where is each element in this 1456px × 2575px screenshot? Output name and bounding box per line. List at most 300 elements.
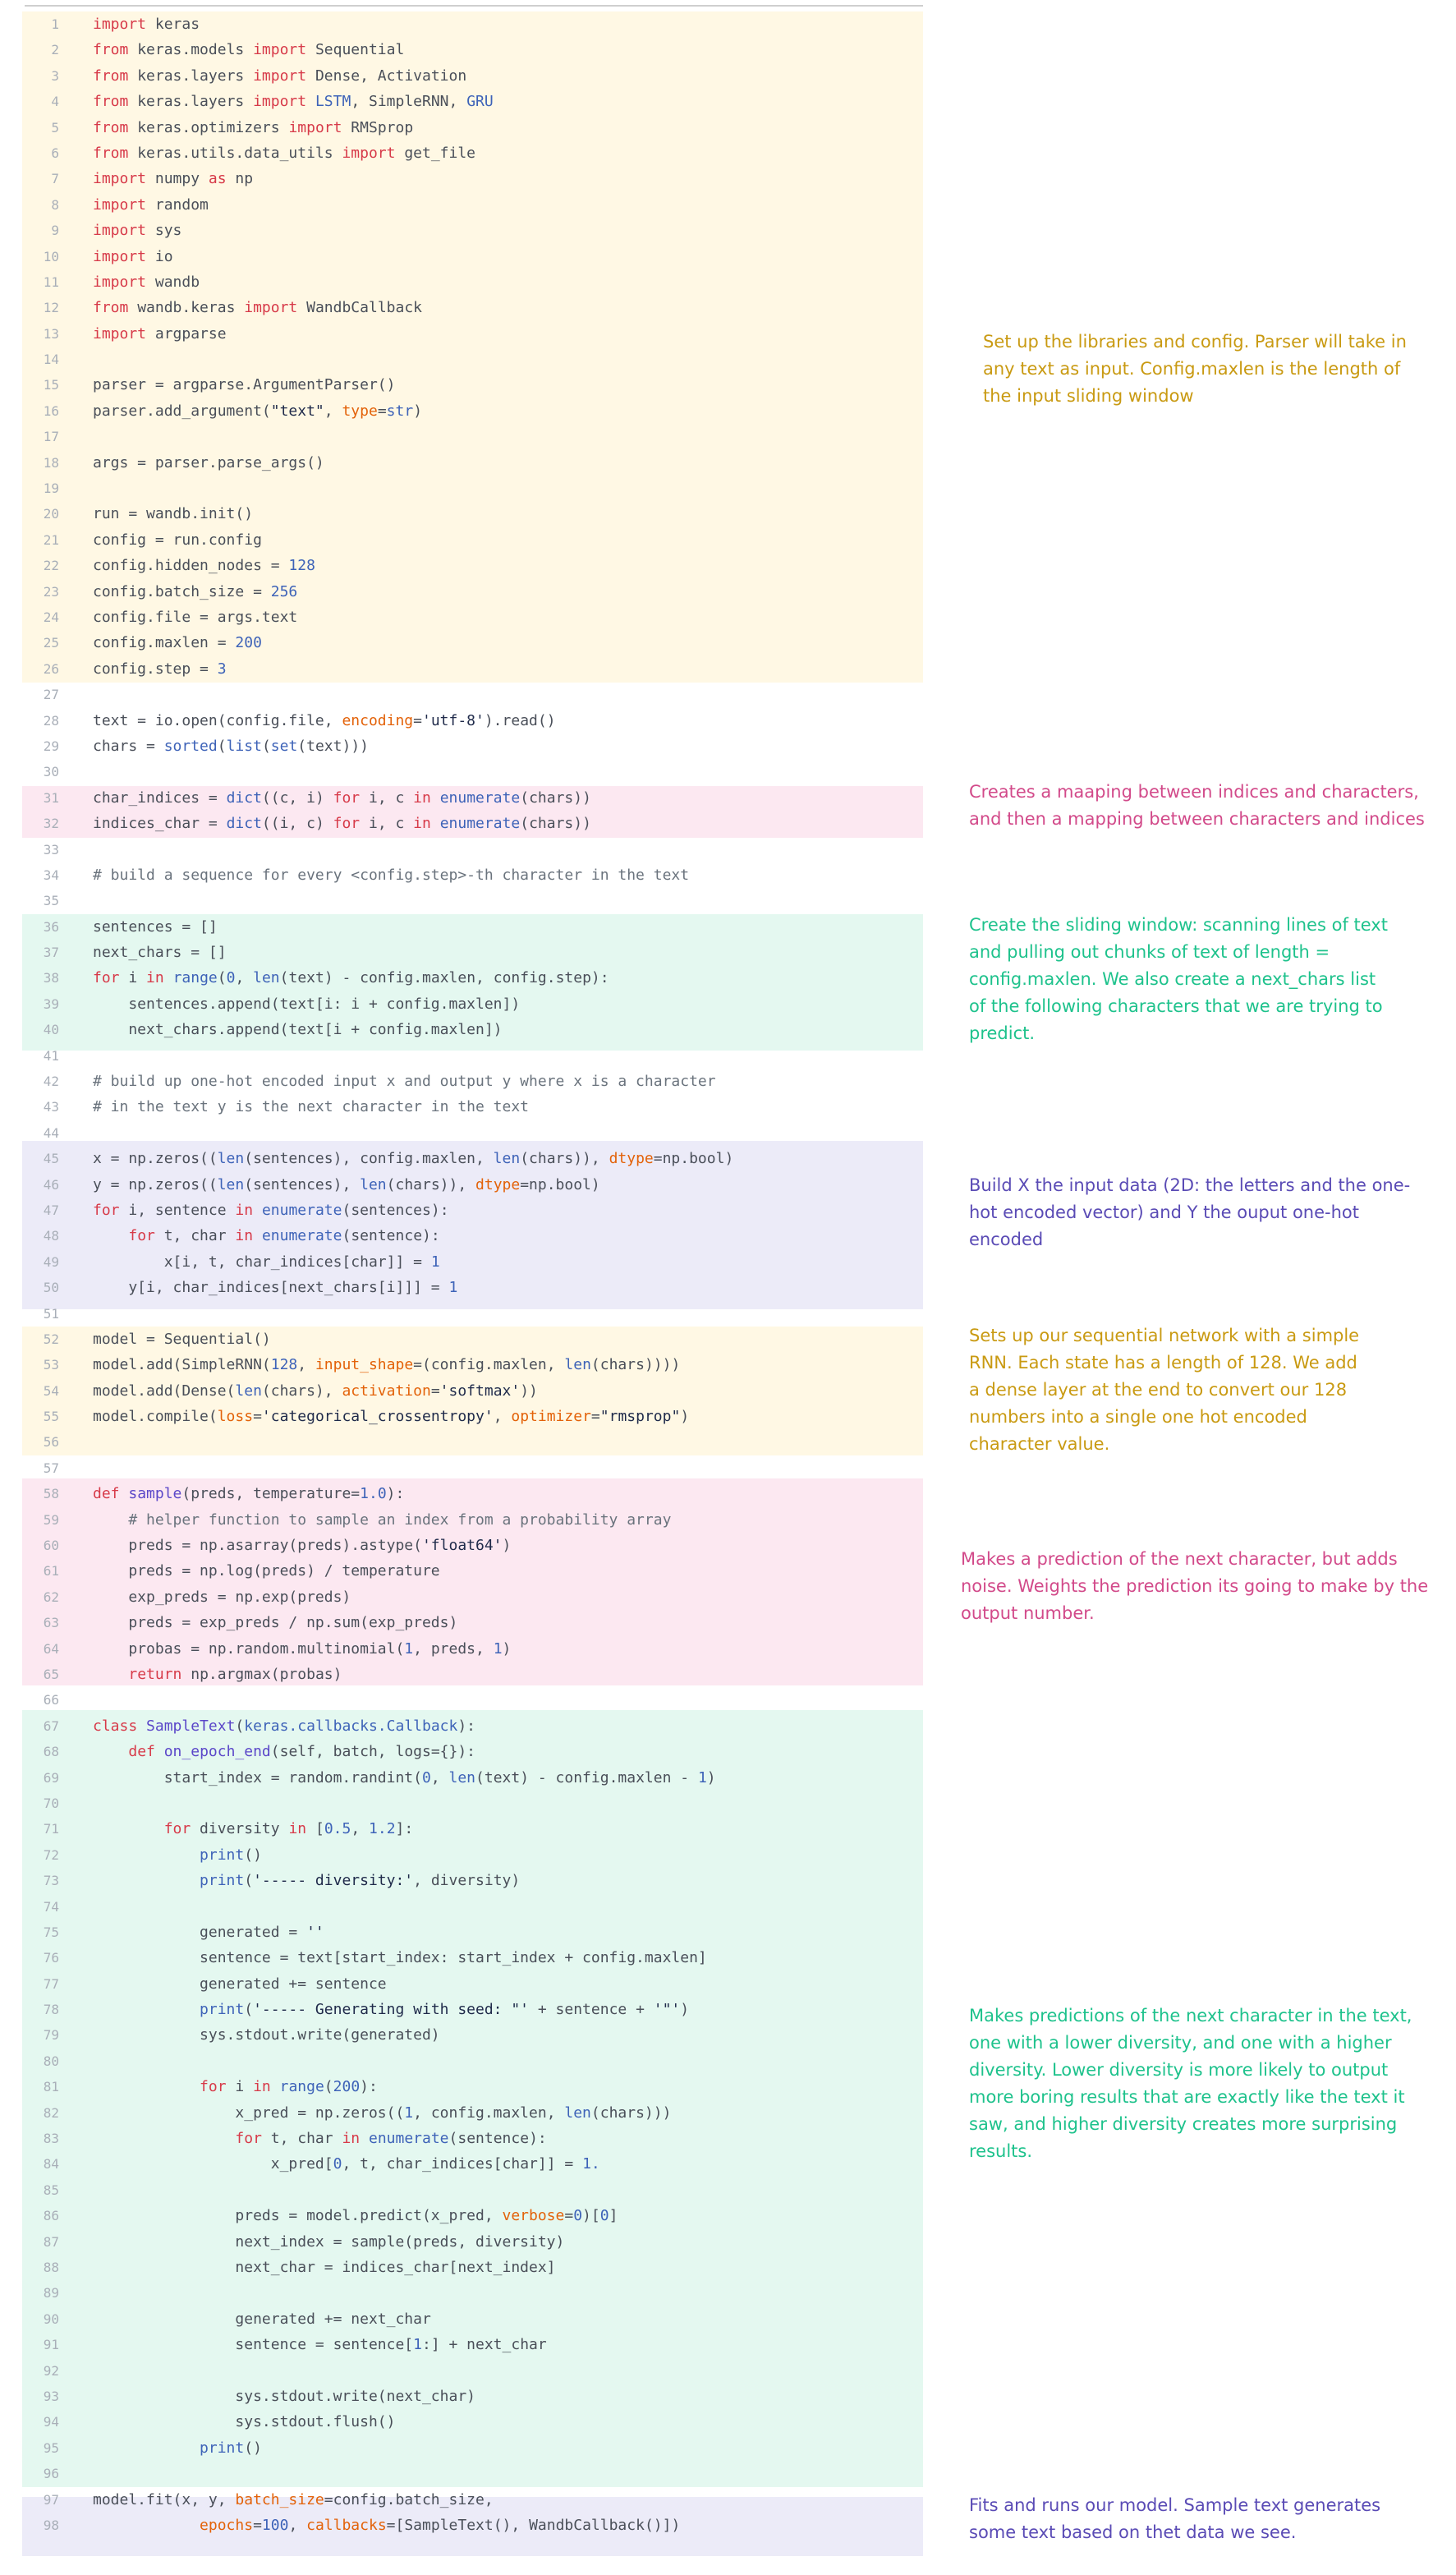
code-token: wandb: [146, 273, 200, 291]
line-number: 86: [43, 2208, 59, 2224]
code-text: [93, 63, 466, 89]
code-token: next_char = indices_char[next_index]: [93, 2258, 556, 2276]
code-text: [93, 2022, 440, 2048]
code-line: [0, 424, 928, 449]
code-token: 'float64': [421, 1537, 503, 1555]
line-number: 16: [43, 402, 59, 419]
code-token: 128: [288, 557, 315, 575]
code-line: [0, 2409, 928, 2435]
code-token: args = parser.parse_args(): [93, 453, 324, 471]
line-number: 34: [43, 867, 59, 883]
code-token: )[: [582, 2207, 600, 2225]
code-token: text = io.open(config.file,: [93, 711, 342, 729]
code-token: keras.utils.data_utils: [128, 144, 342, 162]
code-token: in: [288, 1820, 307, 1838]
code-token: (): [244, 2439, 262, 2457]
code-token: , SimpleRNN,: [351, 93, 467, 111]
code-token: (: [261, 737, 271, 755]
code-line: [0, 1920, 928, 1945]
code-token: , preds,: [413, 1639, 494, 1658]
line-number: 95: [43, 2439, 59, 2456]
line-number: 36: [43, 918, 59, 935]
code-token: ((c, i): [261, 789, 333, 807]
code-token: ): [706, 1768, 716, 1786]
code-token: (): [244, 1846, 262, 1864]
code-line: [0, 888, 928, 913]
annotation-sample: Makes a prediction of the next character, but adds noise. Weights the prediction its going to make by the output number.: [961, 1549, 1429, 1623]
code-token: 1: [697, 1768, 707, 1786]
code-token: range: [172, 969, 218, 987]
code-text: [93, 115, 413, 140]
line-number: 27: [43, 687, 59, 703]
code-token: (: [217, 969, 227, 987]
code-token: parser = argparse.ArgumentParser(): [93, 376, 396, 394]
code-token: class: [93, 1717, 138, 1735]
code-token: [253, 1227, 262, 1244]
code-token: [360, 2130, 369, 2147]
code-line: [0, 2461, 928, 2486]
code-token: (chars),: [261, 1382, 342, 1400]
code-line: [0, 2487, 928, 2513]
code-token: =: [413, 711, 422, 729]
code-token: sys.stdout.write(generated): [93, 2026, 440, 2044]
code-token: generated += sentence: [93, 1975, 387, 1993]
code-token: 1: [413, 2336, 422, 2354]
code-token: next_chars = []: [93, 944, 227, 962]
code-text: [93, 708, 556, 733]
code-token: ): [502, 1537, 512, 1555]
code-token: [120, 1485, 129, 1502]
line-number: 83: [43, 2131, 59, 2147]
code-token: import: [93, 273, 147, 291]
code-text: [93, 2255, 556, 2280]
code-line: [0, 1765, 928, 1791]
code-token: len: [448, 1768, 476, 1786]
code-text: [93, 656, 227, 682]
code-line: [0, 579, 928, 605]
code-line: [0, 682, 928, 707]
line-number: 76: [43, 1950, 59, 1966]
line-number: 50: [43, 1280, 59, 1296]
code-line: [0, 37, 928, 62]
line-number: 70: [43, 1795, 59, 1811]
code-text: [93, 1172, 600, 1198]
code-line: [0, 1842, 928, 1868]
line-number: 21: [43, 531, 59, 548]
code-token: '----- Generating with seed: "': [253, 2001, 530, 2019]
code-text: [93, 1017, 503, 1042]
code-token: start_index = random.randint(: [93, 1768, 422, 1786]
code-token: "text": [270, 402, 324, 420]
line-number: 4: [51, 94, 59, 110]
code-token: [93, 1846, 200, 1864]
code-token: indices_char =: [93, 815, 227, 833]
code-token: argparse: [146, 324, 227, 343]
code-text: [93, 1997, 689, 2022]
code-token: from: [93, 93, 129, 111]
annotation-sample-text: Makes predictions of the next character in the text, one with a lower diversity, and one with a higher diversity. Lower diversity is more likely to output more boring results that are exactly like the text it saw, and higher diversity creates more surprising results.: [969, 2006, 1412, 2161]
code-token: np: [226, 170, 254, 188]
code-token: ,: [493, 1408, 512, 1426]
code-text: [93, 2074, 378, 2099]
code-token: [93, 2130, 235, 2147]
line-number: 13: [43, 325, 59, 342]
line-number: 38: [43, 970, 59, 986]
code-line: [0, 1120, 928, 1146]
code-token: =np.bool): [520, 1175, 600, 1193]
code-token: RMSprop: [342, 118, 414, 136]
code-text: [93, 37, 404, 62]
code-line: [0, 811, 928, 836]
code-text: [93, 1327, 271, 1352]
code-token: =: [377, 402, 387, 420]
code-line: [0, 1687, 928, 1713]
code-line: [0, 2151, 928, 2177]
code-text: [93, 1739, 475, 1764]
line-number: 7: [51, 171, 59, 187]
code-token: numpy: [146, 170, 209, 188]
line-number: 42: [43, 1074, 59, 1090]
line-number: 62: [43, 1589, 59, 1605]
code-token: , diversity): [413, 1872, 521, 1890]
code-line: [0, 2358, 928, 2384]
code-token: "rmsprop": [599, 1408, 681, 1426]
code-text: [93, 1971, 387, 1997]
line-number: 41: [43, 1047, 59, 1064]
code-line: [0, 347, 928, 372]
code-line: [0, 1429, 928, 1455]
code-text: [93, 1249, 440, 1275]
code-token: len: [217, 1150, 245, 1168]
code-token: [93, 1743, 128, 1760]
code-line: [0, 1713, 928, 1739]
annotation-model: Sets up our sequential network with a simple RNN. Each state has a length of 128. We add a dense layer at the end to convert our 128 numbers into a single one hot encoded character value.: [969, 1326, 1360, 1454]
code-token: [93, 1227, 128, 1244]
code-text: [93, 218, 181, 243]
code-token: :] + next_char: [421, 2336, 547, 2354]
code-token: epochs: [200, 2516, 254, 2534]
code-line: [0, 1378, 928, 1404]
line-number: 29: [43, 738, 59, 754]
code-token: np.argmax(probas): [181, 1666, 342, 1683]
code-token: import: [93, 324, 147, 343]
line-number: 19: [43, 481, 59, 497]
code-token: sample: [128, 1485, 182, 1503]
code-line: [0, 940, 928, 965]
code-line: [0, 1352, 928, 1377]
code-text: [93, 2384, 475, 2409]
code-line: [0, 708, 928, 733]
code-token: config.file = args.text: [93, 608, 298, 626]
line-number: 11: [43, 274, 59, 290]
code-text: [93, 1713, 475, 1739]
code-token: ): [502, 1639, 512, 1658]
code-token: 1.: [582, 2155, 600, 2173]
code-token: [155, 1743, 164, 1760]
line-number: 24: [43, 609, 59, 625]
code-token: 256: [270, 582, 298, 600]
code-token: in: [235, 1227, 254, 1245]
code-token: 0: [573, 2207, 583, 2225]
code-line: [0, 1172, 928, 1198]
line-number: 17: [43, 429, 59, 445]
line-number: 89: [43, 2285, 59, 2301]
code-token: 1: [404, 1639, 414, 1658]
code-text: [93, 1146, 733, 1171]
line-number: 43: [43, 1099, 59, 1115]
code-token: [137, 1717, 146, 1735]
line-number: 84: [43, 2156, 59, 2173]
code-token: set: [270, 737, 298, 755]
code-token: enumerate: [261, 1201, 342, 1219]
code-token: [164, 969, 173, 986]
line-number: 39: [43, 996, 59, 1012]
code-text: [93, 2409, 395, 2435]
code-line: [0, 372, 928, 398]
code-text: [93, 398, 422, 424]
code-token: x = np.zeros((: [93, 1150, 218, 1168]
code-token: sys.stdout.write(next_char): [93, 2387, 475, 2405]
code-line: [0, 1739, 928, 1764]
code-token: for: [163, 1820, 191, 1838]
line-number: 51: [43, 1305, 59, 1322]
code-token: config.maxlen =: [93, 634, 236, 652]
code-text: [93, 2126, 547, 2151]
code-line: [0, 321, 928, 347]
code-text: [93, 527, 262, 553]
line-number: 18: [43, 454, 59, 471]
code-token: t, char: [261, 2130, 342, 2148]
code-token: enumerate: [261, 1227, 342, 1245]
code-token: (sentences), config.maxlen,: [244, 1150, 494, 1168]
line-number: 2: [51, 42, 59, 58]
code-line: [0, 1584, 928, 1610]
code-text: [93, 1198, 449, 1223]
code-line: [0, 2513, 928, 2538]
code-line: [0, 1455, 928, 1481]
line-number: 28: [43, 712, 59, 729]
code-token: x[i, t, char_indices[char]] =: [93, 1253, 431, 1271]
code-token: for: [128, 1227, 155, 1245]
code-token: 1: [430, 1253, 440, 1271]
code-token: dict: [226, 789, 262, 807]
code-text: [93, 1507, 671, 1533]
line-number: 30: [43, 764, 59, 780]
code-token: ,: [324, 402, 342, 420]
code-token: for: [93, 1201, 120, 1219]
code-token: model.fit(x, y,: [93, 2490, 236, 2508]
line-number: 96: [43, 2466, 59, 2482]
code-text: [93, 1868, 520, 1893]
code-token: sys: [146, 222, 182, 240]
code-token: from: [93, 67, 129, 85]
code-token: =: [590, 1408, 600, 1426]
line-number: 12: [43, 300, 59, 316]
code-token: 0: [599, 2207, 609, 2225]
code-token: char_indices =: [93, 789, 227, 807]
code-token: # build up one-hot encoded input x and output y where x is a character: [93, 1073, 716, 1091]
code-token: '----- diversity:': [253, 1872, 414, 1890]
code-token: preds = model.predict(x_pred,: [93, 2207, 503, 2225]
code-token: dict: [226, 815, 262, 833]
line-number: 63: [43, 1615, 59, 1631]
code-token: y[i, char_indices[next_chars[i]]] =: [93, 1279, 449, 1297]
code-token: ):: [457, 1717, 476, 1735]
code-line: [0, 785, 928, 811]
code-text: [93, 1662, 342, 1687]
code-token: 'categorical_crossentropy': [261, 1408, 494, 1426]
code-text: [93, 1481, 404, 1506]
code-token: len: [493, 1150, 521, 1168]
code-token: from: [93, 118, 129, 136]
code-token: print: [200, 2001, 245, 2019]
code-text: [93, 1636, 511, 1662]
code-token: ,: [288, 2516, 307, 2534]
line-number: 8: [51, 196, 59, 213]
line-number: 68: [43, 1744, 59, 1760]
code-line: [0, 1094, 928, 1120]
line-number: 64: [43, 1640, 59, 1657]
line-number: 40: [43, 1022, 59, 1038]
code-token: sentence = text[start_index: start_index + config.maxlen]: [93, 1949, 707, 1967]
code-token: dtype: [475, 1175, 521, 1193]
code-token: def: [93, 1485, 120, 1503]
code-token: 200: [235, 634, 262, 652]
code-token: config.batch_size =: [93, 582, 271, 600]
code-token: optimizer: [511, 1408, 591, 1426]
code-token: (chars)),: [386, 1175, 476, 1193]
code-text: [93, 940, 227, 965]
code-token: [: [306, 1820, 324, 1838]
code-line: [0, 2100, 928, 2126]
code-line: [0, 1301, 928, 1327]
code-line: [0, 115, 928, 140]
code-text: [93, 11, 200, 37]
code-token: [93, 1872, 200, 1889]
code-text: [93, 811, 591, 836]
code-token: =: [253, 1408, 262, 1426]
code-text: [93, 1945, 707, 1970]
code-token: config = run.config: [93, 531, 262, 549]
code-text: [93, 2306, 431, 2332]
code-token: parser.add_argument(: [93, 402, 271, 420]
code-token: in: [253, 2078, 271, 2096]
code-token: (chars)): [520, 789, 591, 807]
code-line: [0, 2049, 928, 2074]
code-token: (text) - config.maxlen, config.step):: [279, 969, 609, 987]
code-line: [0, 1868, 928, 1893]
code-token: import: [244, 299, 298, 317]
code-token: (text))): [297, 737, 369, 755]
code-text: [93, 1765, 716, 1791]
code-token: # in the text y is the next character in the text: [93, 1098, 530, 1116]
code-text: [93, 140, 475, 166]
code-token: 'softmax': [439, 1382, 521, 1400]
line-number: 90: [43, 2311, 59, 2327]
line-number: 44: [43, 1124, 59, 1141]
code-token: 100: [261, 2516, 289, 2534]
code-text: [93, 733, 369, 759]
code-line: [0, 991, 928, 1017]
code-text: [93, 1842, 262, 1868]
code-token: ):: [360, 2078, 378, 2096]
code-token: len: [217, 1175, 245, 1193]
code-token: import: [93, 195, 147, 214]
line-number: 35: [43, 893, 59, 909]
code-token: keras: [146, 16, 200, 33]
line-number: 79: [43, 2027, 59, 2044]
code-line: [0, 656, 928, 682]
line-number: 65: [43, 1667, 59, 1682]
code-token: in: [235, 1201, 254, 1219]
code-token: import: [253, 93, 307, 111]
code-token: (sentences),: [244, 1175, 361, 1193]
code-token: for: [235, 2130, 262, 2148]
code-token: len: [360, 1175, 387, 1193]
code-token: 0: [421, 1768, 431, 1786]
code-token: import: [288, 118, 342, 136]
code-token: GRU: [466, 93, 494, 111]
code-token: (text) - config.maxlen -: [475, 1768, 698, 1786]
code-token: i: [119, 969, 147, 987]
code-token: (chars)): [520, 815, 591, 833]
code-token: [431, 815, 440, 832]
code-token: [93, 2439, 200, 2457]
line-number: 93: [43, 2388, 59, 2404]
code-line: [0, 1816, 928, 1842]
code-text: [93, 2435, 262, 2461]
code-token: io: [146, 247, 173, 265]
line-number: 97: [43, 2491, 59, 2508]
line-number: 48: [43, 1228, 59, 1244]
line-number: 46: [43, 1176, 59, 1193]
code-line: [0, 140, 928, 166]
line-number: 33: [43, 841, 59, 858]
code-line: [0, 733, 928, 759]
code-token: LSTM: [315, 93, 351, 111]
line-number: 20: [43, 506, 59, 522]
code-token: =(config.maxlen,: [413, 1356, 565, 1374]
code-token: config.step =: [93, 660, 218, 678]
code-line: [0, 2022, 928, 2048]
code-text: [93, 2229, 564, 2255]
code-token: keras.callbacks.Callback: [244, 1717, 458, 1735]
code-token: ,: [351, 1820, 370, 1838]
code-token: =: [253, 2516, 262, 2534]
line-number: 32: [43, 816, 59, 832]
code-token: model.add(SimpleRNN(: [93, 1356, 271, 1374]
line-number: 6: [51, 145, 59, 161]
code-line: [0, 2177, 928, 2203]
code-line: [0, 1275, 928, 1300]
code-text: [93, 2513, 680, 2538]
code-token: '"': [653, 2001, 681, 2019]
line-number: 1: [51, 16, 59, 32]
code-token: (chars))): [590, 2104, 672, 2122]
code-token: Sequential: [306, 41, 405, 59]
code-line: [0, 630, 928, 655]
line-number: 56: [43, 1434, 59, 1451]
code-text: [93, 2203, 618, 2228]
code-editor: [0, 11, 928, 2538]
code-token: ): [413, 402, 423, 420]
code-text: [93, 2332, 547, 2357]
code-token: model.compile(: [93, 1408, 218, 1426]
code-line: [0, 1662, 928, 1687]
code-token: in: [146, 969, 164, 987]
code-token: print: [200, 2439, 245, 2457]
code-token: [253, 1202, 262, 1219]
